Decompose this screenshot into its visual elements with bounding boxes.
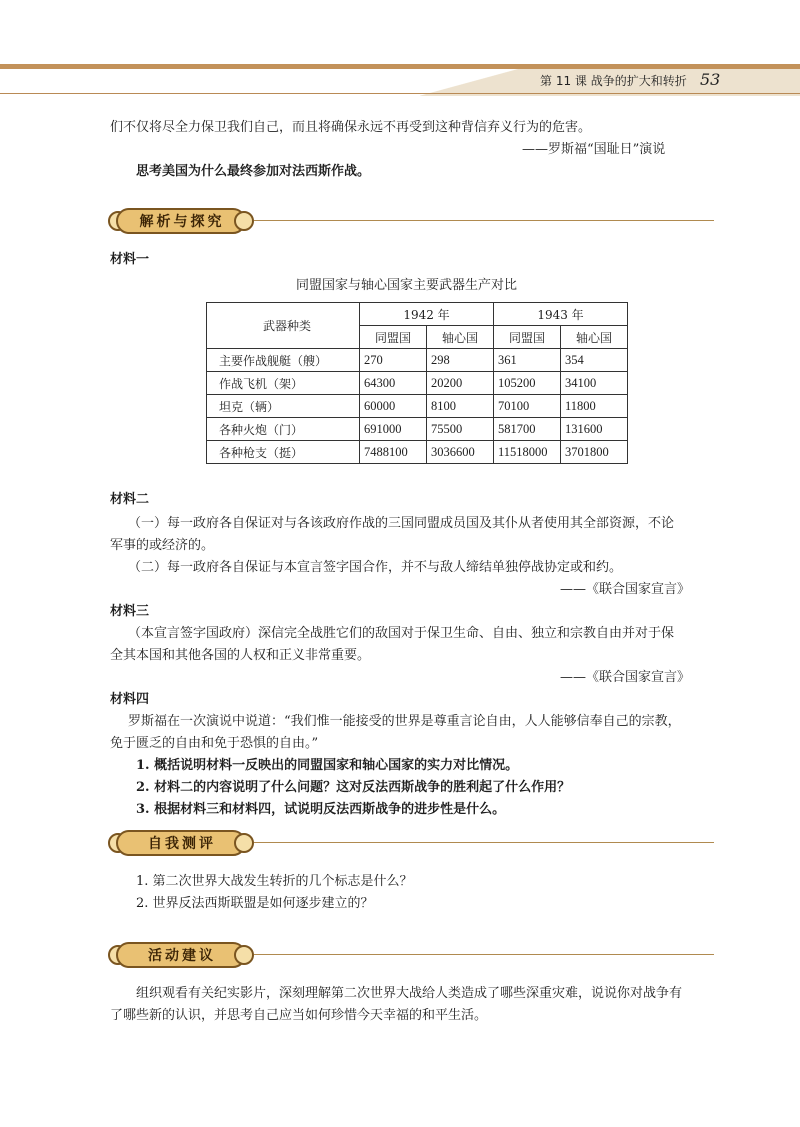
header-rule xyxy=(0,93,800,94)
table-header-row xyxy=(207,303,628,326)
lesson-title: 第 11 课 战争的扩大和转折 xyxy=(540,74,687,88)
table-row xyxy=(207,372,628,395)
table-cell: 7488100 xyxy=(360,441,427,464)
table-row xyxy=(207,418,628,441)
question-item: 1. 概括说明材料一反映出的同盟国家和轴心国家的实力对比情况。 xyxy=(136,758,519,773)
header-band xyxy=(0,64,800,69)
header-decoration xyxy=(420,66,530,96)
table-cell: 70100 xyxy=(494,395,561,418)
row-label: 各种枪支（挺） xyxy=(207,441,360,464)
self-test-item: 2. 世界反法西斯联盟是如何逐步建立的？ xyxy=(136,896,374,911)
banner-ornament-right xyxy=(234,833,254,853)
year-1943: 1943 年 xyxy=(494,303,628,326)
row-label: 各种火炮（门） xyxy=(207,418,360,441)
material2-text: 军事的或经济的。 xyxy=(110,538,215,553)
table-cell: 105200 xyxy=(494,372,561,395)
material2-text: （一）每一政府各自保证对与各该政府作战的三国同盟成员国及其仆从者使用其全部资源，不论 xyxy=(128,516,675,531)
year-1942: 1942 年 xyxy=(360,303,494,326)
table-cell: 361 xyxy=(494,349,561,372)
section-rule xyxy=(254,220,714,221)
table-cell: 60000 xyxy=(360,395,427,418)
material2-text: （二）每一政府各自保证与本宣言签字国合作，并不与敌人缔结单独停战协定或和约。 xyxy=(128,560,623,575)
material3-text: （本宣言签字国政府）深信完全战胜它们的敌国对于保卫生命、自由、独立和宗教自由并对于保 xyxy=(128,626,675,641)
table-cell: 131600 xyxy=(561,418,628,441)
intro-text: 们不仅将尽全力保卫我们自己，而且将确保永远不再受到这种背信弃义行为的危害。 xyxy=(110,120,592,135)
table-cell: 691000 xyxy=(360,418,427,441)
side-header: 轴心国 xyxy=(561,326,628,349)
row-label: 主要作战舰艇（艘） xyxy=(207,349,360,372)
banner-ornament-right xyxy=(234,211,254,231)
material3-source: ——《联合国家宣言》 xyxy=(560,670,691,685)
side-header: 轴心国 xyxy=(427,326,494,349)
table-cell: 75500 xyxy=(427,418,494,441)
table-cell: 11518000 xyxy=(494,441,561,464)
section-title: 自我测评 xyxy=(148,836,216,852)
row-label: 作战飞机（架） xyxy=(207,372,360,395)
side-header: 同盟国 xyxy=(360,326,427,349)
row-label: 坦克（辆） xyxy=(207,395,360,418)
table-col-header: 武器种类 xyxy=(207,303,360,349)
table-cell: 11800 xyxy=(561,395,628,418)
table-cell: 64300 xyxy=(360,372,427,395)
section-rule xyxy=(254,954,714,955)
table-cell: 354 xyxy=(561,349,628,372)
material2-source: ——《联合国家宣言》 xyxy=(560,582,691,597)
table-cell: 3036600 xyxy=(427,441,494,464)
material2-label: 材料二 xyxy=(110,492,150,507)
question-item: 3. 根据材料三和材料四，试说明反法西斯战争的进步性是什么。 xyxy=(136,802,506,817)
table-cell: 298 xyxy=(427,349,494,372)
section-title: 活动建议 xyxy=(148,948,216,964)
material1-label: 材料一 xyxy=(110,252,150,267)
banner-ornament-right xyxy=(234,945,254,965)
table-cell: 8100 xyxy=(427,395,494,418)
table-row xyxy=(207,441,628,464)
activity-text: 组织观看有关纪实影片，深刻理解第二次世界大战给人类造成了哪些深重灾难，说说你对战争有 xyxy=(136,986,683,1001)
table-cell: 20200 xyxy=(427,372,494,395)
table-title: 同盟国家与轴心国家主要武器生产对比 xyxy=(296,278,518,293)
weapons-table xyxy=(206,302,628,464)
table-row xyxy=(207,349,628,372)
self-test-item: 1. 第二次世界大战发生转折的几个标志是什么？ xyxy=(136,874,413,889)
activity-text: 了哪些新的认识，并思考自己应当如何珍惜今天幸福的和平生活。 xyxy=(110,1008,488,1023)
table-cell: 34100 xyxy=(561,372,628,395)
question-item: 2. 材料二的内容说明了什么问题？这对反法西斯战争的胜利起了什么作用？ xyxy=(136,780,571,795)
table-cell: 270 xyxy=(360,349,427,372)
material4-label: 材料四 xyxy=(110,692,150,707)
table-row xyxy=(207,395,628,418)
section-title: 解析与探究 xyxy=(139,214,225,230)
intro-question: 思考美国为什么最终参加对法西斯作战。 xyxy=(136,164,371,179)
table-cell: 581700 xyxy=(494,418,561,441)
material4-text: 免于匮乏的自由和免于恐惧的自由。” xyxy=(110,736,319,751)
page-number: 53 xyxy=(700,70,721,89)
section-rule xyxy=(254,842,714,843)
material3-label: 材料三 xyxy=(110,604,150,619)
table-cell: 3701800 xyxy=(561,441,628,464)
intro-source: ——罗斯福“国耻日”演说 xyxy=(522,142,666,157)
material4-text: 罗斯福在一次演说中说道：“我们惟一能接受的世界是尊重言论自由，人人能够信奉自己的宗教， xyxy=(128,714,681,729)
material3-text: 全其本国和其他各国的人权和正义非常重要。 xyxy=(110,648,371,663)
side-header: 同盟国 xyxy=(494,326,561,349)
